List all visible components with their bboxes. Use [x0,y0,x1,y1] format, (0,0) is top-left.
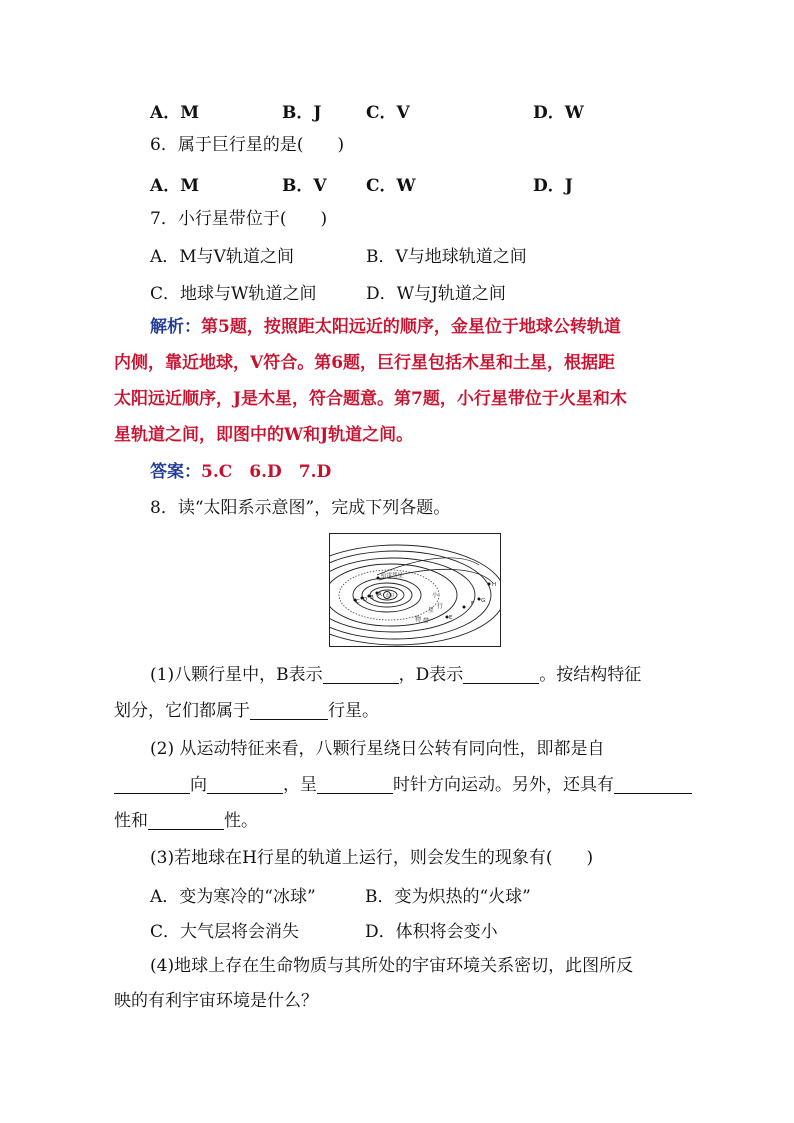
q8-p3-option-c: C．大气层将会消失 [150,922,300,942]
q8-p2-line-3: 性和 性。 [114,811,258,831]
q7-stem: 7．小行星带位于( ) [150,209,328,229]
label-asteroid-3: 星 [428,607,435,614]
q8-p3-option-d: D．体积将会变小 [365,922,498,942]
q6-option-b: B．V [282,176,327,196]
blank-d[interactable] [463,665,539,684]
label-e: E [449,615,453,621]
q8-p4-line-2: 映的有利宇宙环境是什么？ [114,991,318,1011]
label-g: G [481,598,486,604]
q5-option-b: B．J [282,103,322,123]
solar-system-diagram [329,533,501,647]
blank-clockwise[interactable] [317,775,393,794]
blank-structure-type[interactable] [250,701,328,720]
blank-direction-from[interactable] [114,775,190,794]
q7-option-a: A．M与V轨道之间 [150,247,294,267]
blank-feature-2[interactable] [148,811,224,830]
answer [150,460,331,484]
q6-option-d: D．J [533,176,573,196]
label-d: D [363,597,368,603]
q8-p4-line-1: (4)地球上存在生命物质与其所处的宇宙环境关系密切，此图所反 [150,956,634,976]
blank-feature-1[interactable] [614,775,692,794]
q7-option-c: C．地球与W轨道之间 [150,284,317,304]
q8-p3-stem: (3)若地球在H行星的轨道上运行，则会发生的现象有( ) [150,848,594,868]
q5-option-a: A．M [150,103,200,123]
q8-p1-line-2: 划分，它们都属于 行星。 [114,701,379,721]
label-asteroid-2: 行 [437,603,444,610]
label-asteroid-4: 物 [415,616,422,623]
q8-p2-line-1: (2) 从运动特征来看，八颗行星绕日公转有同向性，即都是自 [150,739,605,759]
label-h: H [492,582,497,588]
q8-p3-option-b: B．变为炽热的“火球” [365,887,531,907]
label-c: C [356,599,360,605]
q8-stem: 8．读“太阳系示意图”，完成下列各题。 [150,498,451,518]
answer-value: 5.C 6.D 7.D [201,462,332,482]
analysis-label: 解析： [150,317,201,337]
label-asteroid-1: 小 [432,592,439,599]
q6-option-c: C．W [366,176,416,196]
q8-p2-line-2: 向 ，呈 时针方向运动。另外，还具有 [114,773,692,797]
analysis-line-1: 解析：第5题，按照距太阳远近的顺序，金星位于地球公转轨道 [150,317,621,337]
analysis-line-2: 内侧，靠近地球，V符合。第6题，巨行星包括木星和土星，根据距 [114,353,616,373]
q5-option-c: C．V [366,103,410,123]
q6-option-a: A．M [150,176,200,196]
q8-p3-option-a: A．变为寒冷的“冰球” [150,887,316,907]
q7-option-b: B．V与地球轨道之间 [366,247,527,267]
label-a: A [378,592,382,598]
blank-b[interactable] [323,665,399,684]
analysis-line-4: 星轨道之间，即图中的W和J轨道之间。 [114,425,414,445]
q8-p1-line-1: (1)八颗行星中，B表示 ，D表示 。按结构特征 [150,665,642,685]
q7-option-d: D．W与J轨道之间 [366,284,506,304]
answer-label: 答案： [150,462,201,482]
label-asteroid-5: 带 [423,618,430,625]
label-halley-comet: 哈雷彗星 [381,573,404,579]
analysis-line-3: 太阳远近顺序，J是木星，符合题意。第7题，小行星带位于火星和木 [114,389,627,409]
label-f: F [471,601,475,607]
label-sun: 太阳 [385,594,394,599]
label-b: B [370,595,374,601]
q5-option-d: D．W [533,103,584,123]
blank-direction-to[interactable] [207,775,283,794]
q6-stem: 6．属于巨行星的是( ) [150,135,345,155]
